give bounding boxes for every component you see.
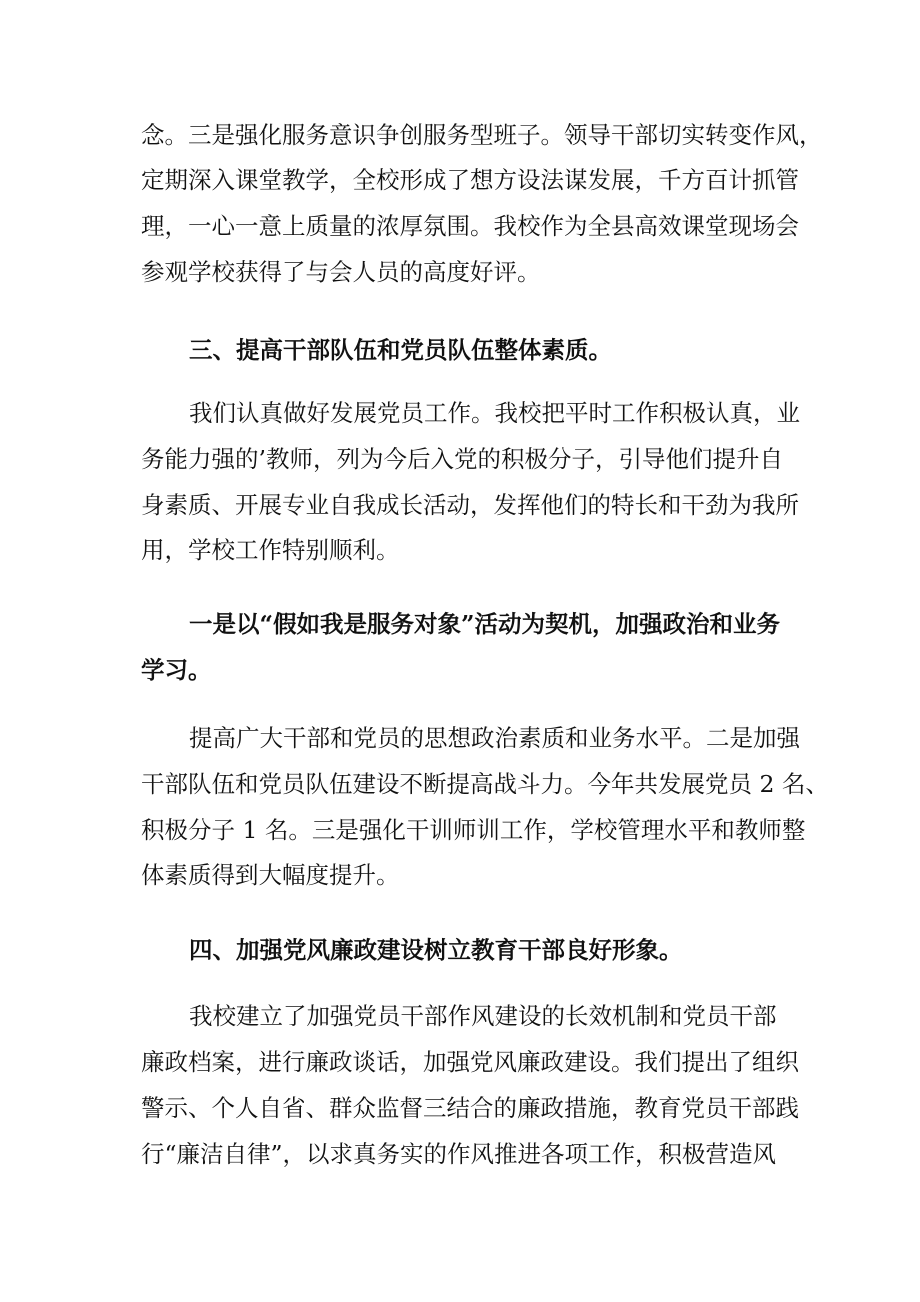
body-line: 警示、个人自省、群众监督三结合的廉政措施，教育党员干部践 (141, 1094, 799, 1122)
sub-heading: 学习。 (141, 656, 212, 684)
body-line: 体素质得到大幅度提升。 (141, 861, 400, 889)
section-heading: 三、提高干部队伍和党员队伍整体素质。 (189, 336, 612, 364)
body-line: 行“廉洁自律”，以求真务实的作风推进各项工作，积极营造风 (141, 1140, 777, 1168)
body-line: 我校建立了加强党员干部作风建设的长效机制和党员干部 (189, 1002, 777, 1030)
body-line: 务能力强的’教师，列为今后入党的积极分子，引导他们提升自 (141, 445, 783, 473)
body-line: 身素质、开展专业自我成长活动，发挥他们的特长和干劲为我所 (141, 491, 799, 519)
body-line: 廉政档案，进行廉政谈话，加强党风廉政建设。我们提出了组织 (141, 1048, 799, 1076)
section-heading: 四、加强党风廉政建设树立教育干部良好形象。 (189, 936, 683, 964)
body-line: 积极分子 1 名。三是强化干训师训工作，学校管理水平和教师整 (141, 816, 806, 844)
body-line: 提高广大干部和党员的思想政治素质和业务水平。二是加强 (189, 724, 800, 752)
sub-heading: 一是以“假如我是服务对象”活动为契机，加强政治和业务 (189, 610, 781, 638)
body-line: 定期深入课堂教学，全校形成了想方设法谋发展，千方百计抓管 (141, 166, 799, 194)
body-line: 干部队伍和党员队伍建设不断提高战斗力。今年共发展党员 2 名、 (141, 770, 829, 798)
body-line: 念。三是强化服务意识争创服务型班子。领导干部切实转变作风， (141, 121, 823, 149)
body-line: 我们认真做好发展党员工作。我校把平时工作积极认真，业 (189, 399, 800, 427)
body-line: 参观学校获得了与会人员的高度好评。 (141, 258, 541, 286)
body-line: 用，学校工作特别顺利。 (141, 536, 400, 564)
body-line: 理，一心一意上质量的浓厚氛围。我校作为全县高效课堂现场会 (141, 212, 799, 240)
